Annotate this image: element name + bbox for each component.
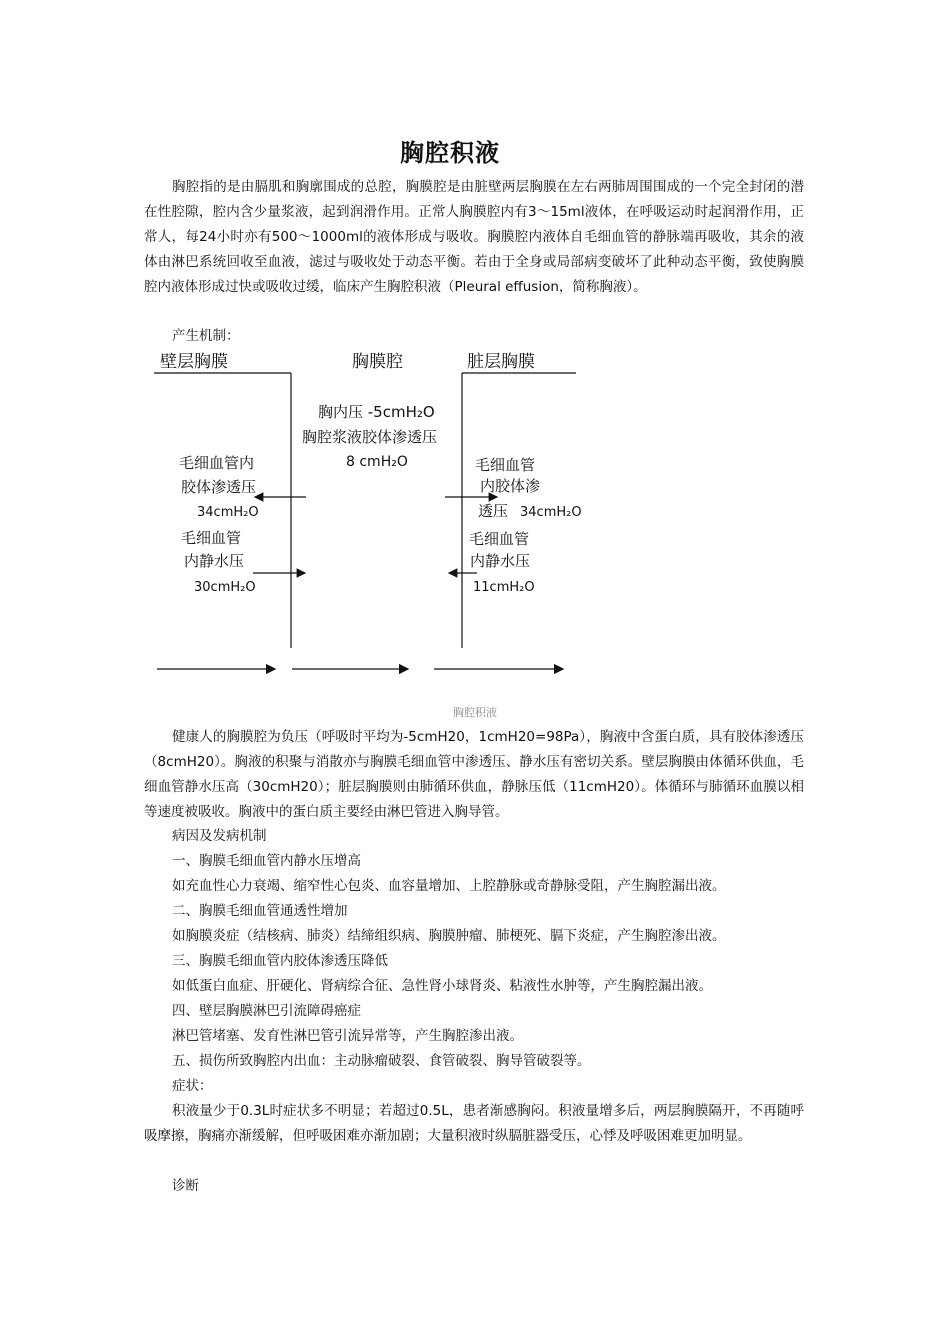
- right-hydro-value: 11cmH₂O: [473, 580, 535, 595]
- right-hydro-line2: 内静水压: [470, 552, 531, 570]
- etiology-item: 四、壁层胸膜淋巴引流障碍癌症: [172, 1003, 361, 1019]
- pleural-fluid-osmotic-value: 8 cmH₂O: [346, 454, 408, 470]
- intrapleural-pressure: 胸内压 -5cmH₂O: [318, 403, 435, 421]
- middle-title: 胸膜腔: [352, 352, 403, 372]
- right-hydro-line1: 毛细血管: [469, 530, 530, 548]
- etiology-item: 如低蛋白血症、肝硬化、肾病综合征、急性肾小球肾炎、粘液性水肿等，产生胸腔漏出液。: [172, 978, 712, 994]
- diagnosis-heading: 诊断: [172, 1178, 199, 1194]
- etiology-heading: 病因及发病机制: [172, 828, 267, 844]
- right-osmotic-line2: 内胶体渗: [480, 477, 541, 495]
- left-osmotic-line1: 毛细血管内: [179, 454, 255, 472]
- etiology-item: 如胸膜炎症（结核病、肺炎）结缔组织病、胸膜肿瘤、肺梗死、膈下炎症，产生胸腔渗出液。: [172, 928, 726, 944]
- right-osmotic-value: 34cmH₂O: [520, 505, 582, 520]
- right-osmotic-line1: 毛细血管: [475, 456, 536, 474]
- left-hydro-line2: 内静水压: [184, 552, 245, 570]
- left-osmotic-value: 34cmH₂O: [197, 505, 259, 520]
- pleural-fluid-osmotic-label: 胸腔浆液胶体渗透压: [302, 428, 438, 446]
- figure-caption: 胸腔积液: [453, 706, 497, 719]
- etiology-item: 五、损伤所致胸腔内出血：主动脉瘤破裂、食管破裂、胸导管破裂等。: [172, 1053, 591, 1069]
- mechanism-label: 产生机制：: [172, 328, 240, 344]
- physiology-paragraph: 健康人的胸膜腔为负压（呼吸时平均为-5cmH20，1cmH20=98Pa），胸液中含蛋白质，具有胶体渗透压（8cmH20）。胸液的积聚与消散亦与胸膜毛细血管中渗透压、静水压有密切关系。壁层胸膜由体循环供血，毛细血管静水压高（30cmH20）；脏层胸膜则由肺循环供血，静脉压低（11cmH20）。体循环与肺循环血膜以相等速度被吸收。胸液中的蛋白质主要经由淋巴管进入胸导管。: [144, 729, 804, 820]
- etiology-item: 二、胸膜毛细血管通透性增加: [172, 903, 348, 919]
- right-osmotic-line3: 透压: [478, 502, 509, 520]
- pleural-mechanism-diagram: [140, 340, 590, 690]
- symptoms-heading: 症状：: [172, 1078, 213, 1094]
- etiology-item: 三、胸膜毛细血管内胶体渗透压降低: [172, 953, 388, 969]
- left-hydro-line1: 毛细血管: [181, 529, 242, 547]
- intro-paragraph: 胸腔指的是由膈肌和胸廓围成的总腔，胸膜腔是由脏壁两层胸膜在左右两肺周围围成的一个完全封闭的潜在性腔隙，腔内含少量浆液，起到润滑作用。正常人胸膜腔内有3～15ml液体，在呼吸运动时起润滑作用，正常人，每24小时亦有500～1000ml的液体形成与吸收。胸膜腔内液体自毛细血管的静脉端再吸收，其余的液体由淋巴系统回收至血液，滤过与吸收处于动态平衡。若由于全身或局部病变破坏了此种动态平衡，致使胸膜腔内液体形成过快或吸收过缓，临床产生胸腔积液（Pleural effusion，简称胸液）。: [144, 179, 804, 295]
- left-osmotic-line2: 胶体渗透压: [181, 478, 257, 496]
- etiology-item: 一、胸膜毛细血管内静水压增高: [172, 853, 361, 869]
- right-title: 脏层胸膜: [467, 352, 535, 372]
- left-title: 壁层胸膜: [160, 352, 228, 372]
- left-hydro-value: 30cmH₂O: [194, 580, 256, 595]
- page-title: 胸腔积液: [400, 139, 500, 167]
- etiology-item: 如充血性心力衰竭、缩窄性心包炎、血容量增加、上腔静脉或奇静脉受阻，产生胸腔漏出液。: [172, 878, 726, 894]
- symptoms-paragraph: 积液量少于0.3L时症状多不明显；若超过0.5L，患者渐感胸闷。积液量增多后，两层胸膜隔开，不再随呼吸摩擦，胸痛亦渐缓解，但呼吸困难亦渐加剧；大量积液时纵膈脏器受压，心悸及呼吸困难更加明显。: [144, 1103, 804, 1144]
- etiology-item: 淋巴管堵塞、发育性淋巴管引流异常等，产生胸腔渗出液。: [172, 1028, 523, 1044]
